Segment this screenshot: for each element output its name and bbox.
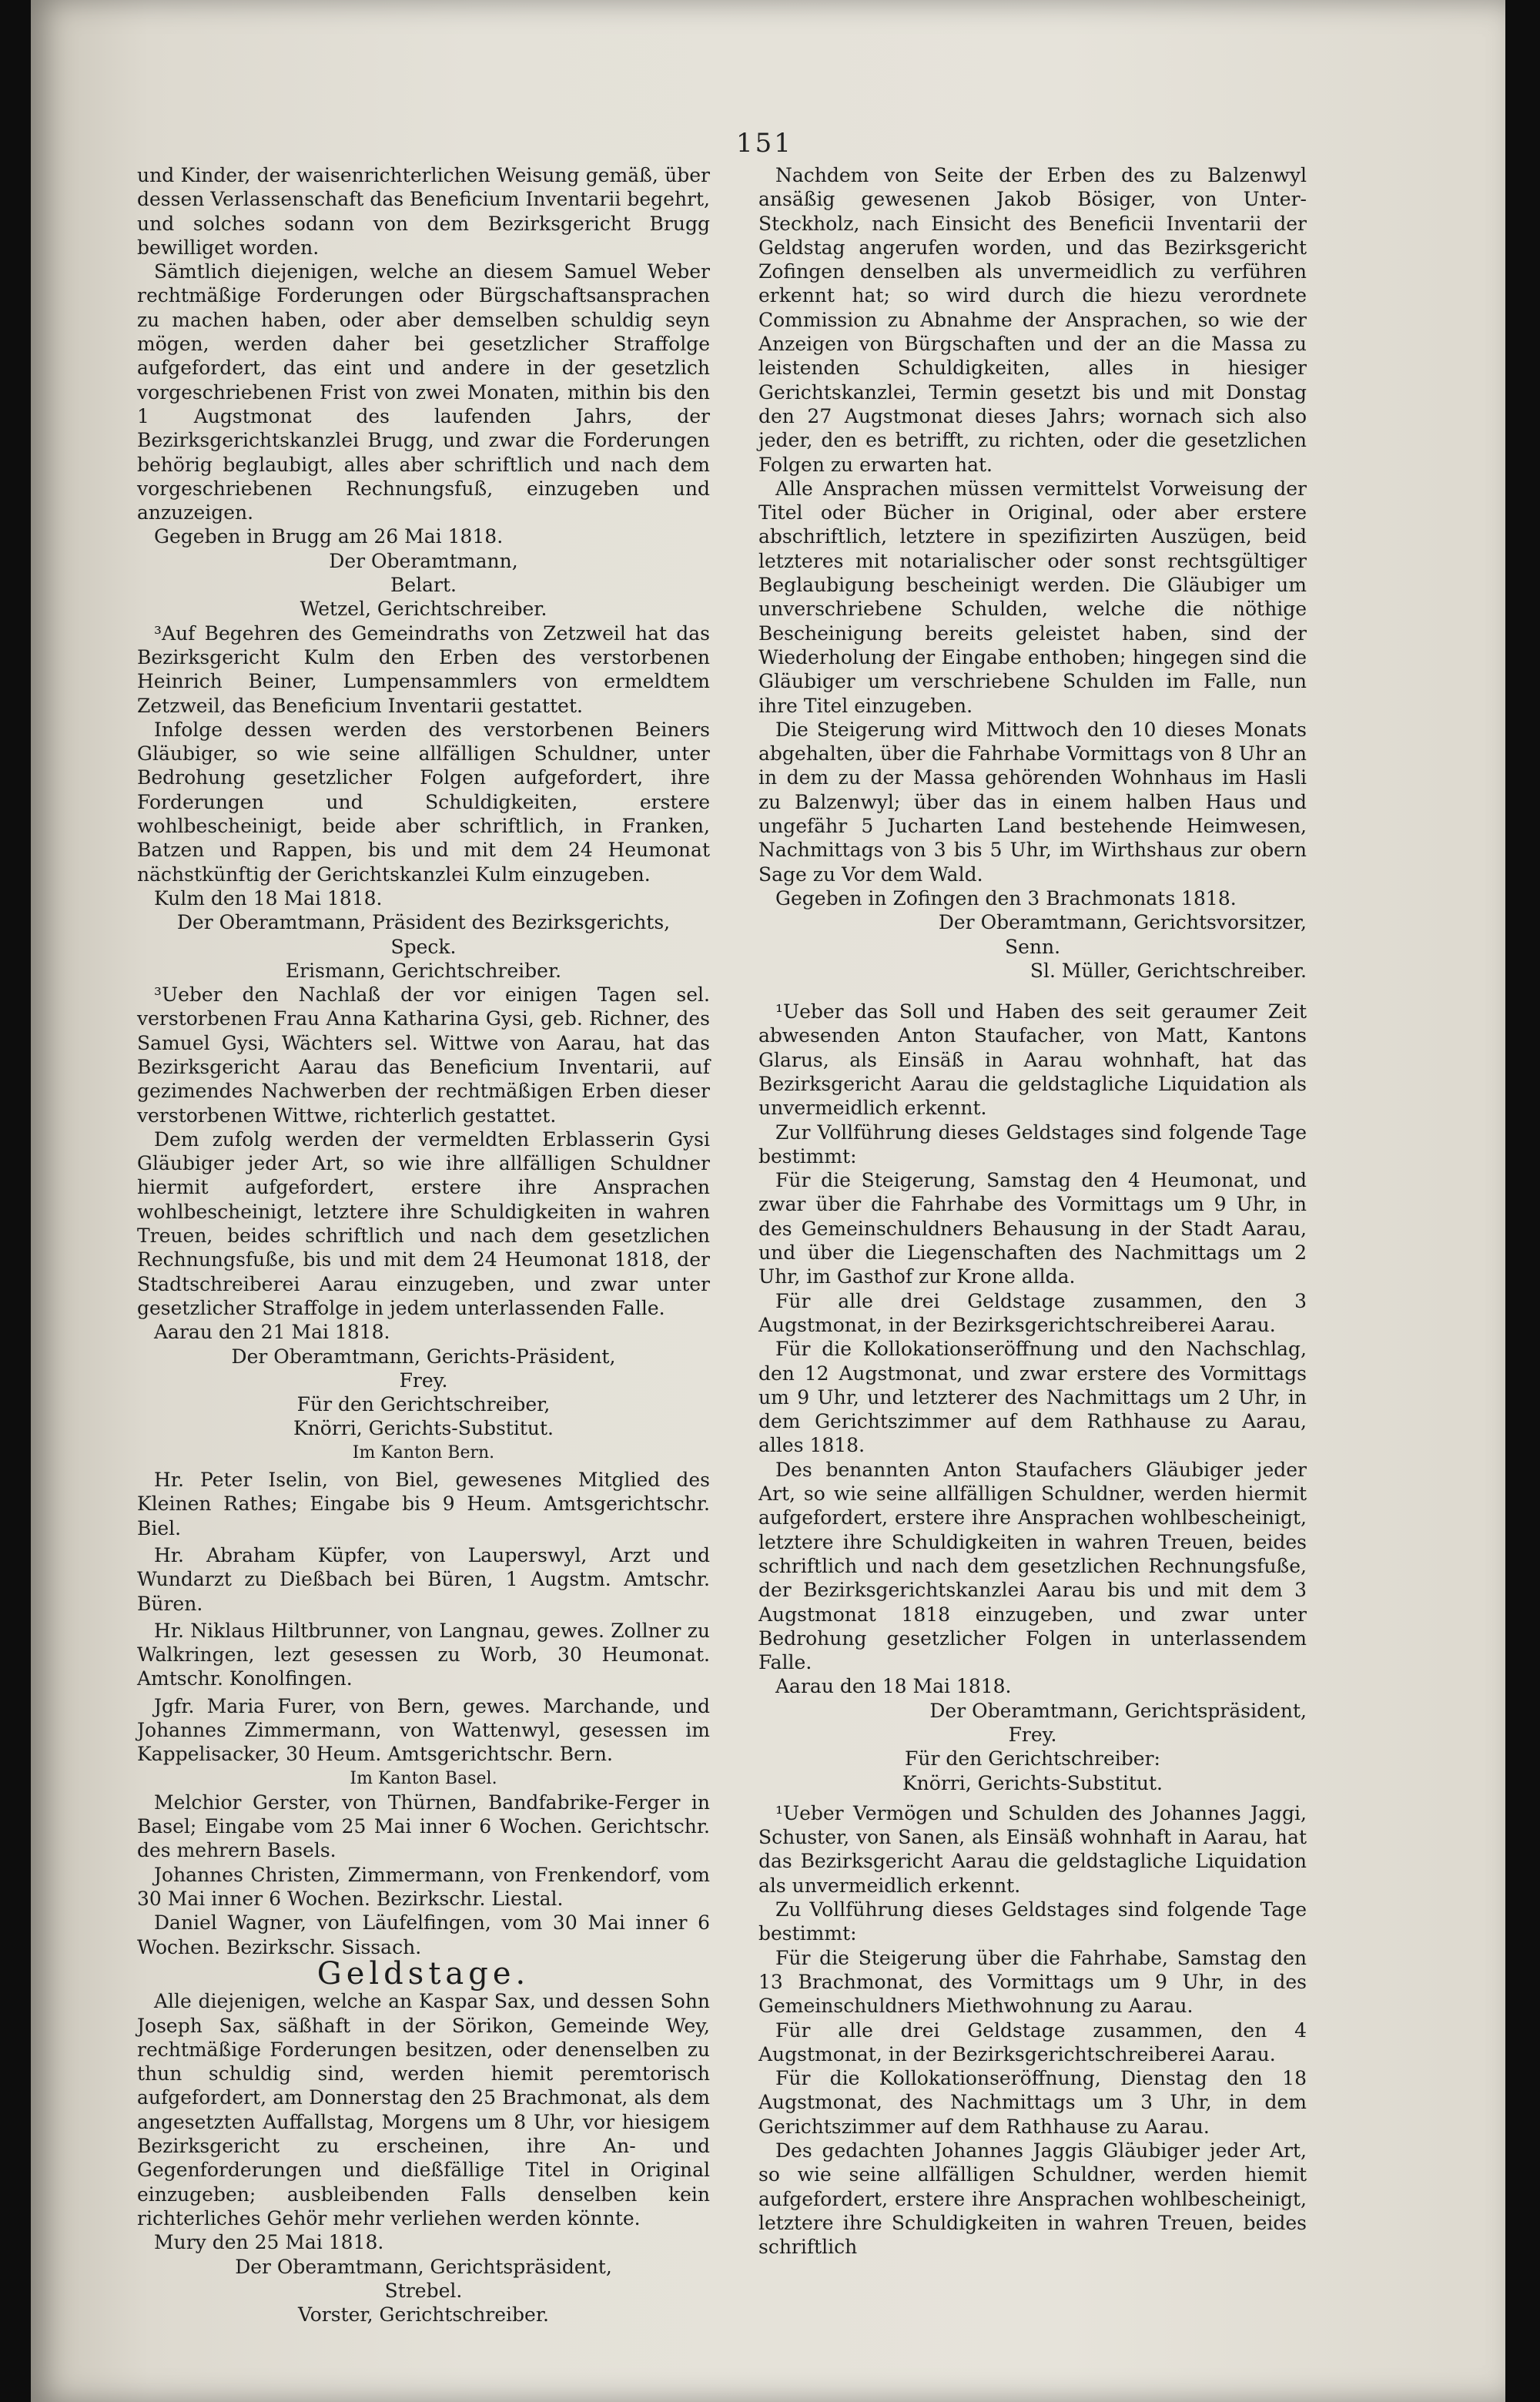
date-line: Mury den 25 Mai 1818. — [154, 2231, 384, 2254]
text-paragraph: Dem zufolg werden der vermeldten Erblasserin Gysi Gläubiger jeder Art, so wie ihre allfälligen Schuldner hiermit aufgefordert, erstere ihre Ansprachen wohlbescheinigt, letztere ihre Schuldigkeiten in wahren Treuen, beides schriftlich und nach dem gesetzlichen Rechnungsfuße, bis und mit dem 24 Heumonat 1818, der Stadtschreiberei Aarau einzugeben, und zwar unter gesetzlicher Straffolge in jedem unterlassenden Falle. — [137, 1127, 710, 1319]
signature-clerk: Vorster, Gerichtschreiber. — [297, 2303, 549, 2327]
list-item: Daniel Wagner, von Läufelfingen, vom 30 Mai inner 6 Wochen. Bezirkschr. Sissach. — [137, 1911, 710, 1958]
right-column — [758, 163, 1307, 2260]
signature-clerk: Knörri, Gerichts-Substitut. — [902, 1771, 1163, 1794]
text-paragraph: Alle Ansprachen müssen vermittelst Vorweisung der Titel oder Bücher in Original, oder aber erstere abschriftlich, letztere in spezifizirten Auszügen, beid letzteres mit notarialischer oder sonst rechtsgültiger Beglaubigung bescheinigt werden. Die Gläubiger um unverschriebene Schulden, welche die nöthige Bescheinigung bereits geleistet haben, sind der Wiederholung der Eingabe enthoben; hingegen sind die Gläubiger um verschriebene Schulden im Falle, nun ihre Titel einzugeben. — [758, 477, 1307, 717]
signature-name: Speck. — [390, 935, 457, 958]
signature-name: Strebel. — [384, 2279, 463, 2302]
section-subheading: Im Kanton Basel. — [350, 1768, 497, 1788]
signature-title: Der Oberamtmann, Gerichts-Präsident, — [231, 1345, 616, 1368]
notice-paragraph: ³Auf Begehren des Gemeindraths von Zetzweil hat das Bezirksgericht Kulm den Erben des verstorbenen Heinrich Beiner, Lumpensammlers von ermeldtem Zetzweil, das Beneficium Inventarii gestattet. — [137, 621, 710, 717]
signature-title: Der Oberamtmann, Präsident des Bezirksgerichts, — [176, 911, 671, 934]
signature-title: Der Oberamtmann, — [329, 549, 518, 572]
text-paragraph: Für die Steigerung, Samstag den 4 Heumonat, und zwar über die Fahrhabe des Vormittags um 9 Uhr, in des Gemeinschuldners Behausung in der Stadt Aarau, und über die Liegenschaften des Nachmittags um 2 Uhr, im Gasthof zur Krone allda. — [758, 1169, 1307, 1288]
text-paragraph: Für die Kollokationseröffnung und den Nachschlag, den 12 Augstmonat, und zwar erstere des Vormittags um 9 Uhr, und letzterer des Nachmittags um 2 Uhr, in dem Gerichtszimmer auf dem Rathhause zu Aarau, alles 1818. — [758, 1338, 1307, 1457]
section-subheading: Im Kanton Bern. — [352, 1442, 495, 1462]
signature-clerk: Wetzel, Gerichtschreiber. — [300, 598, 547, 621]
signature-clerk: Sl. Müller, Gerichtschreiber. — [1029, 959, 1307, 982]
date-line: Kulm den 18 Mai 1818. — [154, 886, 383, 910]
date-line: Gegeben in Zofingen den 3 Brachmonats 1818. — [775, 886, 1237, 910]
text-paragraph: Des gedachten Johannes Jaggis Gläubiger jeder Art, so wie seine allfälligen Schuldner, werden hiemit aufgefordert, erstere ihre Ansprachen wohlbescheinigt, letztere ihre Schuldigkeiten in wahren Treuen, beides schriftlich — [758, 2139, 1307, 2259]
text-paragraph: Für alle drei Geldstage zusammen, den 3 Augstmonat, in der Bezirksgerichtschreiberei Aarau. — [758, 1289, 1307, 1336]
left-column — [137, 163, 710, 2327]
signature-name: Frey. — [1008, 1724, 1057, 1746]
signature-name: Belart. — [390, 574, 457, 597]
date-line: Aarau den 21 Mai 1818. — [154, 1321, 390, 1344]
signature-name: Frey. — [399, 1369, 448, 1392]
notice-paragraph: Nachdem von Seite der Erben des zu Balzenwyl ansäßig gewesenen Jakob Bösiger, von Unter-Steckholz, nach Einsicht des Beneficii Inventarii der Geldstag angerufen worden, und das Bezirksgericht Zofingen denselben als unvermeidlich zu verführen erkennt hat; so wird durch die hiezu verordnete Commission zu Abnahme der Ansprachen, so wie der Anzeigen von Bürgschaften und der an die Massa zu leistenden Schuldigkeiten, alles in hiesiger Gerichtskanzlei, Termin gesetzt bis und mit Donstag den 27 Augstmonat dieses Jahrs; wornach sich also jeder, den es betrifft, zu richten, oder die gesetzlichen Folgen zu erwarten hat. — [758, 164, 1307, 476]
date-line: Aarau den 18 Mai 1818. — [775, 1675, 1012, 1698]
list-item: Jgfr. Maria Furer, von Bern, gewes. Marchande, und Johannes Zimmermann, von Wattenwyl, gesessen im Kappelisacker, 30 Heum. Amtsgerichtschr. Bern. — [137, 1694, 710, 1766]
text-paragraph: Für die Kollokationseröffnung, Dienstag den 18 Augstmonat, des Nachmittags um 3 Uhr, in dem Gerichtszimmer auf dem Rathhause zu Aarau. — [758, 2067, 1307, 2138]
signature-name: Senn. — [1004, 935, 1061, 958]
text-paragraph: und Kinder, der waisenrichterlichen Weisung gemäß, über dessen Verlassenschaft das Beneficium Inventarii begehrt, und solches sodann von dem Bezirksgericht Brugg bewilliget worden. — [137, 164, 710, 259]
text-paragraph: Alle diejenigen, welche an Kaspar Sax, und dessen Sohn Joseph Sax, säßhaft in der Sörikon, Gemeinde Wey, rechtmäßige Forderungen besitzen, oder denenselben zu thun schuldig sind, werden hiemit peremtorisch aufgefordert, am Donnerstag den 25 Brachmonat, als dem angesetzten Auffallstag, Morgens um 8 Uhr, vor hiesigem Bezirksgericht zu erscheinen, ihre An- und Gegenforderungen und dießfällige Titel in Original einzugeben; ausbleibenden Falls denselben kein richterliches Gehör mehr verliehen werden könnte. — [137, 1990, 710, 2229]
notice-paragraph: ¹Ueber das Soll und Haben des seit geraumer Zeit abwesenden Anton Staufacher, von Matt, Kantons Glarus, als Einsäß in Aarau wohnhaft, hat das Bezirksgericht Aarau die geldstagliche Liquidation als unvermeidlich erkennt. — [758, 1000, 1307, 1120]
signature-clerk: Erismann, Gerichtschreiber. — [285, 959, 562, 982]
text-paragraph: Des benannten Anton Staufachers Gläubiger jeder Art, so wie seine allfälligen Schuldner, werden hiermit aufgefordert, erstere ihre Ansprachen wohlbescheinigt, letztere ihre Schuldigkeiten in wahren Treuen, beides schriftlich und nach dem gesetzlichen Rechnungsfuße, der Bezirksgerichtskanzlei Aarau bis und mit dem 3 Augstmonat 1818 einzugeben, und zwar unter Bedrohung gesetzlicher Folgen in unterlassendem Falle. — [758, 1458, 1307, 1674]
signature-clerk: Knörri, Gerichts-Substitut. — [293, 1417, 554, 1440]
date-line: Gegeben in Brugg am 26 Mai 1818. — [154, 525, 504, 548]
signature-title: Der Oberamtmann, Gerichtspräsident, — [235, 2255, 612, 2278]
signature-title: Für den Gerichtschreiber, — [296, 1393, 551, 1416]
page-number: 151 — [736, 128, 793, 159]
text-paragraph: Zu Vollführung dieses Geldstages sind folgende Tage bestimmt: — [758, 1898, 1307, 1945]
notice-paragraph: ³Ueber den Nachlaß der vor einigen Tagen sel. verstorbenen Frau Anna Katharina Gysi, geb. Richner, des Samuel Gysi, Wächters sel. Wittwe von Aarau, hat das Bezirksgericht Aarau das Beneficium Inventarii, auf gezimendes Nachwerben der rechtmäßigen Erben dieser verstorbenen Wittwe, richterlich gestattet. — [137, 983, 710, 1127]
signature-title: Der Oberamtmann, Gerichtspräsident, — [929, 1699, 1307, 1722]
text-paragraph: Die Steigerung wird Mittwoch den 10 dieses Monats abgehalten, über die Fahrhabe Vormittags von 8 Uhr an in dem zu der Massa gehörenden Wohnhaus im Hasli zu Balzenwyl; über das in einem halben Haus und ungefähr 5 Jucharten Land bestehende Heimwesen, Nachmittags von 3 bis 5 Uhr, im Wirthshaus zur obern Sage zu Vor dem Wald. — [758, 718, 1307, 886]
text-paragraph: Für die Steigerung über die Fahrhabe, Samstag den 13 Brachmonat, des Vormittags um 9 Uhr, in des Gemeinschuldners Miethwohnung zu Aarau. — [758, 1946, 1307, 2018]
section-heading: Geldstage. — [316, 1955, 531, 1992]
signature-title: Für den Gerichtschreiber: — [905, 1747, 1160, 1771]
list-item: Johannes Christen, Zimmermann, von Frenkendorf, vom 30 Mai inner 6 Wochen. Bezirkschr. Liestal. — [137, 1863, 710, 1911]
text-paragraph: Zur Vollführung dieses Geldstages sind folgende Tage bestimmt: — [758, 1121, 1307, 1167]
list-item: Hr. Peter Iselin, von Biel, gewesenes Mitglied des Kleinen Rathes; Eingabe bis 9 Heum. Amtsgerichtschr. Biel. — [137, 1469, 710, 1539]
list-item: Hr. Niklaus Hiltbrunner, von Langnau, gewes. Zollner zu Walkringen, lezt gesessen zu Worb, 30 Heumonat. Amtschr. Konolfingen. — [137, 1619, 710, 1690]
list-item: Hr. Abraham Küpfer, von Lauperswyl, Arzt und Wundarzt zu Dießbach bei Büren, 1 Augstm. Amtschr. Büren. — [137, 1543, 710, 1615]
notice-paragraph: ¹Ueber Vermögen und Schulden des Johannes Jaggi, Schuster, von Sanen, als Einsäß wohnhaft in Aarau, hat das Bezirksgericht Aarau die geldstagliche Liquidation als unvermeidlich erkennt. — [758, 1801, 1307, 1897]
text-paragraph: Für alle drei Geldstage zusammen, den 4 Augstmonat, in der Bezirksgerichtschreiberei Aarau. — [758, 2018, 1307, 2065]
text-paragraph: Sämtlich diejenigen, welche an diesem Samuel Weber rechtmäßige Forderungen oder Bürgschaftsansprachen zu machen haben, oder aber demselben schuldig seyn mögen, werden daher bei gesetzlicher Straffolge aufgefordert, das eint und andere in der gesetzlich vorgeschriebenen Frist von zwei Monaten, mithin bis den 1 Augstmonat des laufenden Jahrs, der Bezirksgerichtskanzlei Brugg, und zwar die Forderungen behörig beglaubigt, alles aber schriftlich und nach dem vorgeschriebenen Rechnungsfuß, einzugeben und anzuzeigen. — [137, 260, 710, 524]
list-item: Melchior Gerster, von Thürnen, Bandfabrike-Ferger in Basel; Eingabe vom 25 Mai inner 6 Wochen. Gerichtschr. des mehrern Basels. — [137, 1791, 710, 1862]
signature-title: Der Oberamtmann, Gerichtsvorsitzer, — [938, 911, 1307, 934]
text-paragraph: Infolge dessen werden des verstorbenen Beiners Gläubiger, so wie seine allfälligen Schuldner, unter Bedrohung gesetzlicher Folgen aufgefordert, ihre Forderungen und Schuldigkeiten, erstere wohlbescheinigt, beide aber schriftlich, in Franken, Batzen und Rappen, bis und mit dem 24 Heumonat nächstkünftig der Gerichtskanzlei Kulm einzugeben. — [137, 718, 710, 886]
